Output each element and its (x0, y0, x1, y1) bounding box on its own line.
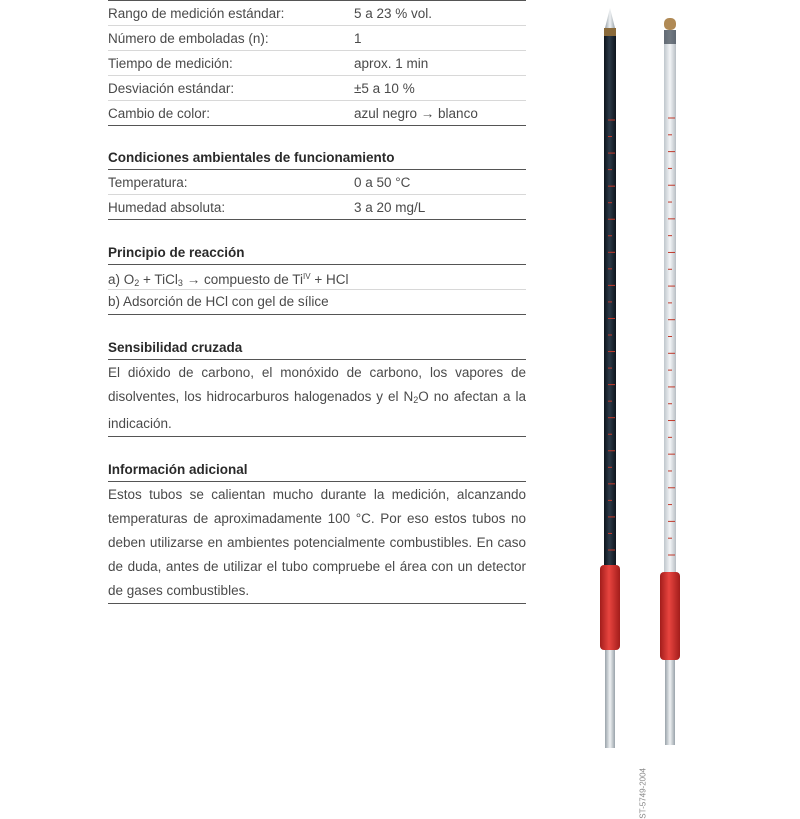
image-code: ST-5749-2004 (639, 768, 648, 819)
new-tube-sleeve (660, 572, 680, 660)
tubes-svg (560, 0, 740, 800)
ambient-label: Humedad absoluta: (108, 199, 226, 215)
info-title: Información adicional (108, 459, 526, 482)
spec-label: Número de emboladas (n): (108, 30, 269, 46)
used-tube-end (605, 650, 615, 748)
spec-row-range (108, 1, 526, 26)
reaction-section (108, 242, 526, 315)
used-tube-sleeve (600, 565, 620, 650)
ambient-value: 3 a 20 mg/L (354, 199, 426, 215)
reaction-title: Principio de reacción (108, 242, 526, 265)
ambient-row-temperature (108, 170, 526, 195)
reaction-a-sub2: 3 (177, 278, 183, 288)
spec-label: Cambio de color: (108, 105, 211, 121)
spec-label: Desviación estándar: (108, 80, 235, 96)
used-tube-cap (604, 28, 616, 36)
new-tube (660, 18, 680, 745)
spec-label: Rango de medición estándar: (108, 5, 285, 21)
new-tube-top-layer (664, 30, 676, 44)
cross-text-sub: 2 (413, 395, 419, 405)
ambient-label: Temperatura: (108, 174, 188, 190)
new-tube-cap (664, 18, 676, 30)
used-tube (600, 8, 620, 748)
reaction-a-mid2: → compuesto de Ti (182, 272, 303, 287)
ambient-section (108, 147, 526, 220)
spec-row-deviation (108, 76, 526, 101)
reaction-a-prefix: a) O (108, 272, 135, 287)
cross-text (108, 360, 526, 437)
spec-value: 5 a 23 % vol. (354, 5, 433, 21)
new-tube-end (665, 660, 675, 745)
spec-column (108, 0, 526, 604)
reaction-line-a (108, 265, 526, 290)
reaction-a-end: + HCl (310, 272, 349, 287)
reaction-a-sup: IV (303, 272, 311, 281)
cross-text-before: El dióxido de carbono, el monóxido de carbono, los vapores de disolventes, los hidrocarburos halogenados y el N (108, 365, 526, 404)
spec-table (108, 1, 526, 126)
used-tube-tip (605, 8, 615, 28)
spec-value: azul negro → blanco (354, 105, 478, 121)
info-text: Estos tubos se calientan mucho durante la medición, alcanzando temperaturas de aproximadamente 100 °C. Por eso estos tubos no deben utilizarse en ambientes potencialmente combustibles. En caso de duda, antes de utilizar el tubo compruebe el área con un detector de gases combustibles. (108, 482, 526, 604)
reaction-line-b: b) Adsorción de HCl con gel de sílice (108, 290, 526, 315)
spec-row-time (108, 51, 526, 76)
spec-label: Tiempo de medición: (108, 55, 233, 71)
info-section (108, 459, 526, 604)
cross-section (108, 337, 526, 437)
tube-illustration (560, 0, 740, 819)
spec-value: 1 (354, 30, 362, 46)
reaction-a-mid: + TiCl (139, 272, 178, 287)
reaction-a-sub1: 2 (134, 278, 140, 288)
spec-row-strokes (108, 26, 526, 51)
spec-value: ±5 a 10 % (354, 80, 415, 96)
ambient-row-humidity (108, 195, 526, 220)
ambient-title: Condiciones ambientales de funcionamiento (108, 147, 526, 170)
cross-title: Sensibilidad cruzada (108, 337, 526, 360)
ambient-value: 0 a 50 °C (354, 174, 411, 190)
cross-text-after: O no afectan a la indicación. (108, 389, 526, 431)
spec-value: aprox. 1 min (354, 55, 429, 71)
spec-row-color-change (108, 101, 526, 126)
